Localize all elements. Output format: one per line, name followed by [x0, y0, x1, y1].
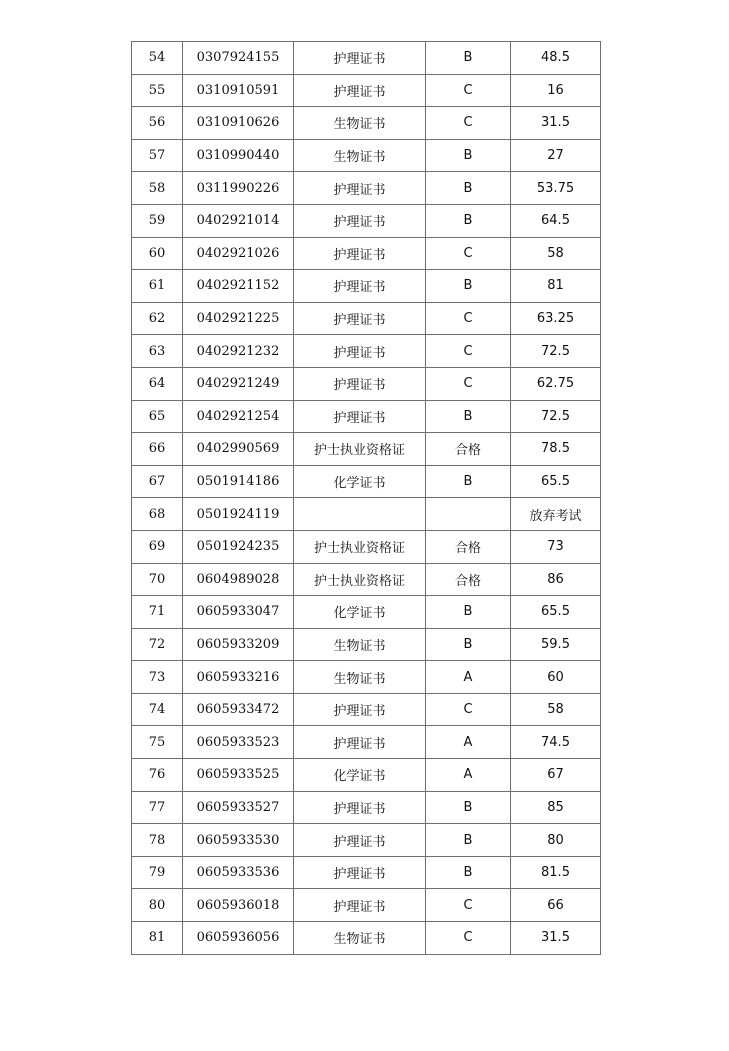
- table-row: [132, 596, 601, 629]
- grade-cell: C: [426, 889, 511, 922]
- certificate-cell: [294, 498, 426, 531]
- candidate-id-cell: 0310910626: [183, 107, 294, 140]
- certificate-cell: 生物证书: [294, 922, 426, 955]
- table-row: [132, 824, 601, 857]
- candidate-id-cell: 0605933523: [183, 726, 294, 759]
- row-number-cell: 73: [132, 661, 183, 694]
- grade-cell: A: [426, 759, 511, 792]
- certificate-cell: 护理证书: [294, 726, 426, 759]
- results-table: [131, 41, 601, 955]
- grade-cell: C: [426, 693, 511, 726]
- row-number-cell: 78: [132, 824, 183, 857]
- row-number-cell: 59: [132, 204, 183, 237]
- candidate-id-cell: 0605933527: [183, 791, 294, 824]
- certificate-cell: 化学证书: [294, 759, 426, 792]
- score-cell: 58: [511, 237, 601, 270]
- certificate-cell: 护理证书: [294, 889, 426, 922]
- candidate-id-cell: 0605933472: [183, 693, 294, 726]
- grade-cell: B: [426, 596, 511, 629]
- certificate-cell: 生物证书: [294, 107, 426, 140]
- candidate-id-cell: 0402921014: [183, 204, 294, 237]
- candidate-id-cell: 0402921152: [183, 270, 294, 303]
- row-number-cell: 67: [132, 465, 183, 498]
- grade-cell: C: [426, 922, 511, 955]
- row-number-cell: 63: [132, 335, 183, 368]
- certificate-cell: 护理证书: [294, 42, 426, 75]
- score-cell: 66: [511, 889, 601, 922]
- candidate-id-cell: 0605936056: [183, 922, 294, 955]
- score-cell: 31.5: [511, 922, 601, 955]
- certificate-cell: 化学证书: [294, 465, 426, 498]
- row-number-cell: 74: [132, 693, 183, 726]
- candidate-id-cell: 0402921026: [183, 237, 294, 270]
- certificate-cell: 护士执业资格证: [294, 563, 426, 596]
- score-cell: 80: [511, 824, 601, 857]
- row-number-cell: 75: [132, 726, 183, 759]
- row-number-cell: 69: [132, 530, 183, 563]
- grade-cell: C: [426, 335, 511, 368]
- table-row: [132, 302, 601, 335]
- table-row: [132, 400, 601, 433]
- results-table-body: [132, 42, 601, 955]
- row-number-cell: 77: [132, 791, 183, 824]
- grade-cell: A: [426, 661, 511, 694]
- candidate-id-cell: 0310910591: [183, 74, 294, 107]
- grade-cell: B: [426, 42, 511, 75]
- row-number-cell: 56: [132, 107, 183, 140]
- score-cell: 63.25: [511, 302, 601, 335]
- score-cell: 27: [511, 139, 601, 172]
- grade-cell: 合格: [426, 530, 511, 563]
- candidate-id-cell: 0501914186: [183, 465, 294, 498]
- score-cell: 73: [511, 530, 601, 563]
- candidate-id-cell: 0605933047: [183, 596, 294, 629]
- candidate-id-cell: 0605936018: [183, 889, 294, 922]
- candidate-id-cell: 0501924119: [183, 498, 294, 531]
- certificate-cell: 护理证书: [294, 693, 426, 726]
- candidate-id-cell: 0605933216: [183, 661, 294, 694]
- score-cell: 48.5: [511, 42, 601, 75]
- table-row: [132, 628, 601, 661]
- candidate-id-cell: 0402921254: [183, 400, 294, 433]
- score-cell: 31.5: [511, 107, 601, 140]
- grade-cell: B: [426, 204, 511, 237]
- candidate-id-cell: 0402921232: [183, 335, 294, 368]
- table-row: [132, 237, 601, 270]
- candidate-id-cell: 0605933530: [183, 824, 294, 857]
- score-cell: 62.75: [511, 367, 601, 400]
- table-row: [132, 204, 601, 237]
- candidate-id-cell: 0501924235: [183, 530, 294, 563]
- row-number-cell: 61: [132, 270, 183, 303]
- certificate-cell: 护理证书: [294, 302, 426, 335]
- grade-cell: B: [426, 824, 511, 857]
- table-row: [132, 889, 601, 922]
- score-cell: 16: [511, 74, 601, 107]
- certificate-cell: 护理证书: [294, 237, 426, 270]
- row-number-cell: 55: [132, 74, 183, 107]
- score-cell: 60: [511, 661, 601, 694]
- score-cell: 59.5: [511, 628, 601, 661]
- candidate-id-cell: 0605933209: [183, 628, 294, 661]
- certificate-cell: 化学证书: [294, 596, 426, 629]
- candidate-id-cell: 0310990440: [183, 139, 294, 172]
- grade-cell: B: [426, 856, 511, 889]
- grade-cell: C: [426, 107, 511, 140]
- grade-cell: B: [426, 172, 511, 205]
- candidate-id-cell: 0307924155: [183, 42, 294, 75]
- table-row: [132, 42, 601, 75]
- certificate-cell: 护理证书: [294, 335, 426, 368]
- row-number-cell: 79: [132, 856, 183, 889]
- table-row: [132, 139, 601, 172]
- certificate-cell: 护理证书: [294, 270, 426, 303]
- certificate-cell: 护士执业资格证: [294, 530, 426, 563]
- score-cell: 85: [511, 791, 601, 824]
- score-cell: 67: [511, 759, 601, 792]
- certificate-cell: 护理证书: [294, 856, 426, 889]
- table-row: [132, 498, 601, 531]
- grade-cell: 合格: [426, 563, 511, 596]
- row-number-cell: 76: [132, 759, 183, 792]
- grade-cell: B: [426, 465, 511, 498]
- row-number-cell: 81: [132, 922, 183, 955]
- table-row: [132, 563, 601, 596]
- table-row: [132, 726, 601, 759]
- candidate-id-cell: 0604989028: [183, 563, 294, 596]
- score-cell: 64.5: [511, 204, 601, 237]
- grade-cell: A: [426, 726, 511, 759]
- row-number-cell: 71: [132, 596, 183, 629]
- table-row: [132, 107, 601, 140]
- row-number-cell: 58: [132, 172, 183, 205]
- table-row: [132, 335, 601, 368]
- certificate-cell: 护理证书: [294, 791, 426, 824]
- score-cell: 53.75: [511, 172, 601, 205]
- score-cell: 86: [511, 563, 601, 596]
- certificate-cell: 生物证书: [294, 661, 426, 694]
- score-cell: 65.5: [511, 596, 601, 629]
- table-row: [132, 74, 601, 107]
- certificate-cell: 护理证书: [294, 400, 426, 433]
- certificate-cell: 护理证书: [294, 204, 426, 237]
- grade-cell: C: [426, 237, 511, 270]
- score-cell: 74.5: [511, 726, 601, 759]
- candidate-id-cell: 0605933536: [183, 856, 294, 889]
- grade-cell: [426, 498, 511, 531]
- table-row: [132, 693, 601, 726]
- score-cell: 81.5: [511, 856, 601, 889]
- table-row: [132, 433, 601, 466]
- table-row: [132, 759, 601, 792]
- score-cell: 放弃考试: [511, 498, 601, 531]
- row-number-cell: 62: [132, 302, 183, 335]
- row-number-cell: 54: [132, 42, 183, 75]
- certificate-cell: 护士执业资格证: [294, 433, 426, 466]
- grade-cell: B: [426, 270, 511, 303]
- table-row: [132, 661, 601, 694]
- grade-cell: B: [426, 400, 511, 433]
- row-number-cell: 64: [132, 367, 183, 400]
- row-number-cell: 66: [132, 433, 183, 466]
- candidate-id-cell: 0402990569: [183, 433, 294, 466]
- grade-cell: C: [426, 302, 511, 335]
- row-number-cell: 57: [132, 139, 183, 172]
- row-number-cell: 65: [132, 400, 183, 433]
- score-cell: 72.5: [511, 400, 601, 433]
- table-row: [132, 856, 601, 889]
- row-number-cell: 80: [132, 889, 183, 922]
- candidate-id-cell: 0402921249: [183, 367, 294, 400]
- row-number-cell: 60: [132, 237, 183, 270]
- row-number-cell: 70: [132, 563, 183, 596]
- score-cell: 78.5: [511, 433, 601, 466]
- table-row: [132, 465, 601, 498]
- candidate-id-cell: 0402921225: [183, 302, 294, 335]
- score-cell: 81: [511, 270, 601, 303]
- certificate-cell: 护理证书: [294, 367, 426, 400]
- score-cell: 58: [511, 693, 601, 726]
- grade-cell: B: [426, 628, 511, 661]
- certificate-cell: 护理证书: [294, 74, 426, 107]
- table-row: [132, 270, 601, 303]
- table-row: [132, 530, 601, 563]
- table-row: [132, 367, 601, 400]
- row-number-cell: 68: [132, 498, 183, 531]
- certificate-cell: 护理证书: [294, 824, 426, 857]
- candidate-id-cell: 0605933525: [183, 759, 294, 792]
- grade-cell: B: [426, 791, 511, 824]
- candidate-id-cell: 0311990226: [183, 172, 294, 205]
- table-row: [132, 791, 601, 824]
- table-row: [132, 922, 601, 955]
- grade-cell: C: [426, 74, 511, 107]
- grade-cell: C: [426, 367, 511, 400]
- certificate-cell: 生物证书: [294, 628, 426, 661]
- grade-cell: B: [426, 139, 511, 172]
- grade-cell: 合格: [426, 433, 511, 466]
- row-number-cell: 72: [132, 628, 183, 661]
- table-row: [132, 172, 601, 205]
- score-cell: 72.5: [511, 335, 601, 368]
- certificate-cell: 护理证书: [294, 172, 426, 205]
- score-cell: 65.5: [511, 465, 601, 498]
- certificate-cell: 生物证书: [294, 139, 426, 172]
